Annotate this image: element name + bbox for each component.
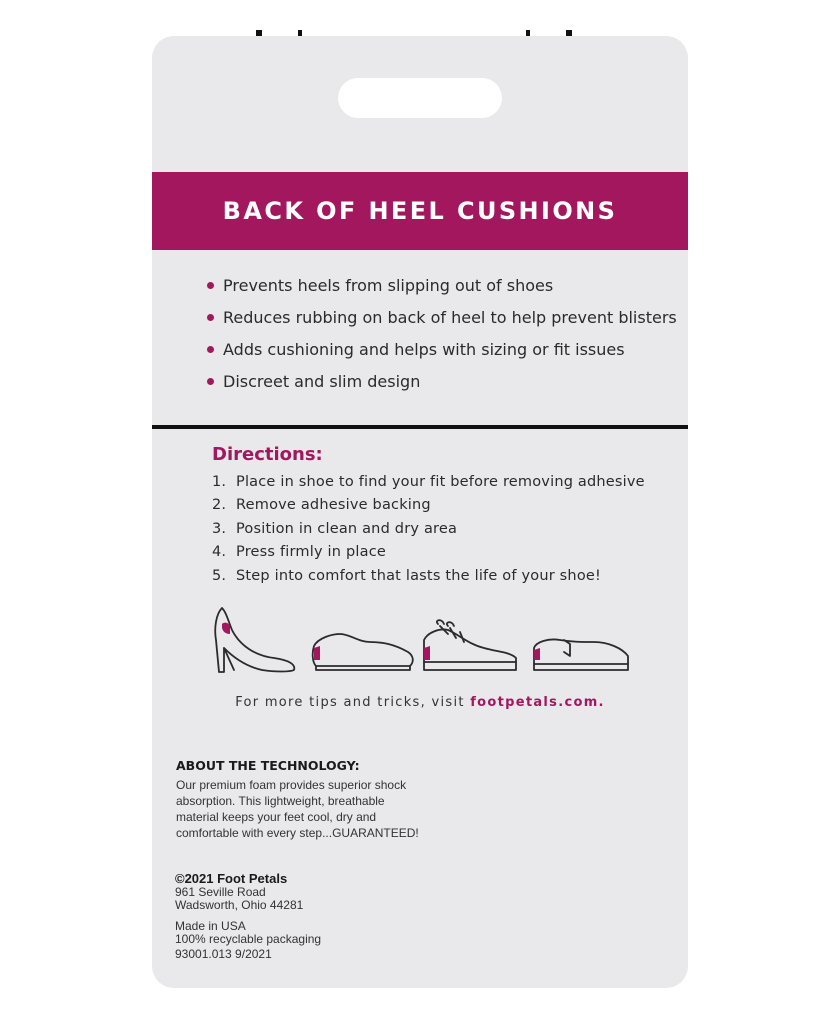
package-back-card	[152, 36, 688, 988]
copyright: ©2021 Foot Petals	[175, 871, 288, 886]
tips-line: For more tips and tricks, visit footpetals.com.	[235, 695, 605, 710]
directions-steps	[212, 472, 645, 589]
step-item: 4. Press firmly in place	[212, 544, 386, 561]
product-title: BACK OF HEEL CUSHIONS	[222, 197, 618, 225]
feature-item: Prevents heels from slipping out of shoes	[206, 276, 677, 308]
high-heel-icon	[215, 608, 294, 672]
address-line-1: 961 Seville Road	[175, 885, 266, 899]
step-item: 3. Position in clean and dry area	[212, 520, 458, 537]
bullet-icon	[207, 314, 214, 321]
technology-description: Our premium foam provides superior shock absorption. This lightweight, breathable material keeps your feet cool, dry and comfortable with every step...GUARANTEED!	[176, 778, 419, 840]
step-item: 2. Remove adhesive backing	[212, 497, 431, 514]
sneaker-icon	[424, 620, 516, 670]
slip-on-icon	[534, 639, 628, 670]
feature-list	[206, 276, 677, 404]
packaging-note: 100% recyclable packaging	[175, 932, 322, 946]
website-link[interactable]: footpetals.com	[470, 695, 599, 710]
step-item: 1. Place in shoe to find your fit before removing adhesive	[212, 474, 645, 490]
flat-shoe-icon	[313, 634, 413, 670]
feature-item: Adds cushioning and helps with sizing or fit issues	[206, 340, 677, 372]
feature-item: Reduces rubbing on back of heel to help prevent blisters	[206, 308, 677, 340]
bullet-icon	[207, 378, 214, 385]
product-code: 93001.013 9/2021	[175, 947, 272, 961]
made-in: Made in USA	[175, 919, 246, 933]
step-item: 5. Step into comfort that lasts the life of your shoe!	[212, 567, 602, 584]
title-banner	[152, 172, 688, 250]
bullet-icon	[207, 282, 214, 289]
address-line-2: Wadsworth, Ohio 44281	[175, 898, 304, 912]
hang-hole	[338, 78, 502, 118]
bullet-icon	[207, 346, 214, 353]
divider-line	[152, 425, 688, 429]
feature-item: Discreet and slim design	[206, 372, 677, 404]
shoe-illustrations	[210, 604, 640, 680]
directions-title: Directions:	[212, 444, 323, 465]
technology-title: ABOUT THE TECHNOLOGY:	[176, 758, 360, 773]
